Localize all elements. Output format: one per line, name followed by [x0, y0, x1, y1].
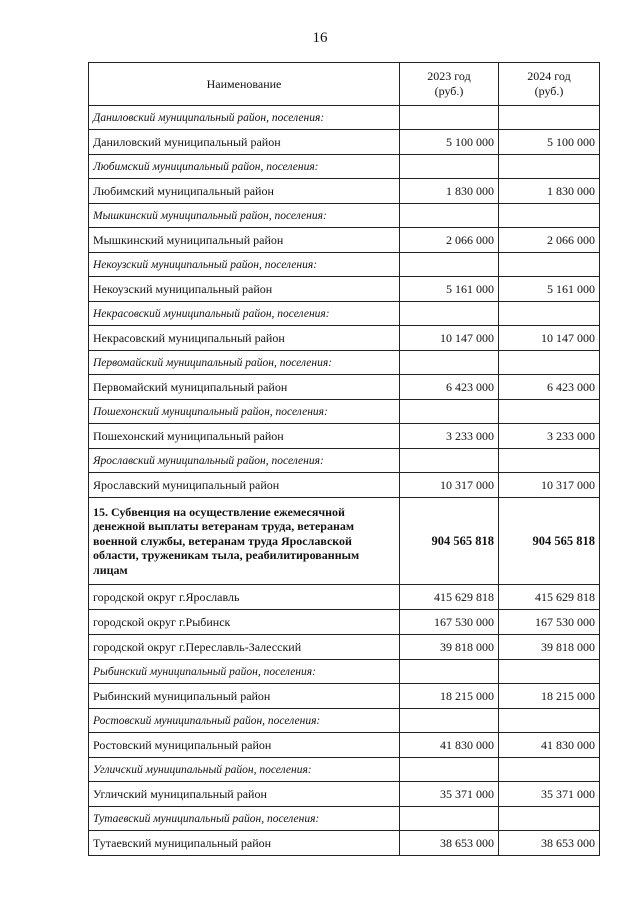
table-row	[89, 782, 600, 807]
header-2023-label: 2023 год (руб.)	[427, 69, 471, 98]
section-row	[89, 498, 600, 585]
row-name: Ростовский муниципальный район	[89, 733, 400, 758]
value-2024	[499, 660, 600, 684]
row-name: Угличский муниципальный район	[89, 782, 400, 807]
table-row	[89, 831, 600, 856]
group-row	[89, 660, 600, 684]
value-2023	[400, 155, 499, 179]
value-2023: 35 371 000	[400, 782, 499, 807]
row-name: Даниловский муниципальный район	[89, 130, 400, 155]
table-row	[89, 424, 600, 449]
value-2024	[499, 106, 600, 130]
row-name: городской округ г.Рыбинск	[89, 610, 400, 635]
value-2023: 5 161 000	[400, 277, 499, 302]
table-row	[89, 375, 600, 400]
value-2024: 167 530 000	[499, 610, 600, 635]
value-2023: 10 147 000	[400, 326, 499, 351]
group-name: Пошехонский муниципальный район, поселения:	[89, 400, 400, 424]
value-2024: 2 066 000	[499, 228, 600, 253]
group-name: Тутаевский муниципальный район, поселения:	[89, 807, 400, 831]
value-2024	[499, 155, 600, 179]
group-name: Рыбинский муниципальный район, поселения:	[89, 660, 400, 684]
table-row	[89, 326, 600, 351]
table-header-row	[89, 63, 600, 106]
table-row	[89, 277, 600, 302]
group-row	[89, 253, 600, 277]
row-name: Пошехонский муниципальный район	[89, 424, 400, 449]
value-2023	[400, 449, 499, 473]
value-2024: 10 317 000	[499, 473, 600, 498]
value-2023	[400, 204, 499, 228]
group-name: Ростовский муниципальный район, поселения:	[89, 709, 400, 733]
value-2024	[499, 709, 600, 733]
group-name: Даниловский муниципальный район, поселения:	[89, 106, 400, 130]
value-2024	[499, 302, 600, 326]
value-2024	[499, 351, 600, 375]
value-2023: 1 830 000	[400, 179, 499, 204]
value-2024: 38 653 000	[499, 831, 600, 856]
row-name: городской округ г.Переславль-Залесский	[89, 635, 400, 660]
table-row	[89, 130, 600, 155]
value-2023	[400, 351, 499, 375]
row-name: Некоузский муниципальный район	[89, 277, 400, 302]
value-2024	[499, 204, 600, 228]
value-2024: 5 100 000	[499, 130, 600, 155]
table-row	[89, 585, 600, 610]
table-row	[89, 179, 600, 204]
group-row	[89, 400, 600, 424]
value-2023: 10 317 000	[400, 473, 499, 498]
value-2023	[400, 709, 499, 733]
value-2023: 41 830 000	[400, 733, 499, 758]
header-2024	[499, 63, 600, 106]
table-row	[89, 228, 600, 253]
row-name: Первомайский муниципальный район	[89, 375, 400, 400]
group-row	[89, 758, 600, 782]
value-2024	[499, 449, 600, 473]
value-2024: 5 161 000	[499, 277, 600, 302]
value-2024: 10 147 000	[499, 326, 600, 351]
value-2024: 18 215 000	[499, 684, 600, 709]
group-name: Мышкинский муниципальный район, поселения:	[89, 204, 400, 228]
table-row	[89, 610, 600, 635]
value-2023: 39 818 000	[400, 635, 499, 660]
group-name: Ярославский муниципальный район, поселения:	[89, 449, 400, 473]
value-2023: 2 066 000	[400, 228, 499, 253]
group-row	[89, 807, 600, 831]
value-2024: 35 371 000	[499, 782, 600, 807]
value-2024: 1 830 000	[499, 179, 600, 204]
row-name: Мышкинский муниципальный район	[89, 228, 400, 253]
group-name: Некрасовский муниципальный район, поселения:	[89, 302, 400, 326]
group-row	[89, 204, 600, 228]
value-2023	[400, 660, 499, 684]
group-row	[89, 302, 600, 326]
group-row	[89, 155, 600, 179]
header-2024-label: 2024 год (руб.)	[527, 69, 571, 98]
table-row	[89, 733, 600, 758]
header-2023	[400, 63, 499, 106]
row-name: Любимский муниципальный район	[89, 179, 400, 204]
value-2023	[400, 302, 499, 326]
group-row	[89, 106, 600, 130]
group-name: Некоузский муниципальный район, поселения:	[89, 253, 400, 277]
value-2023: 904 565 818	[400, 498, 499, 585]
row-name: 15. Субвенция на осуществление ежемесячной денежной выплаты ветеранам труда, ветеранам военной службы, ветеранам труда Ярославской области, труженикам тыла, реабилитированным лицам	[89, 498, 400, 585]
value-2024: 3 233 000	[499, 424, 600, 449]
group-row	[89, 351, 600, 375]
value-2023: 18 215 000	[400, 684, 499, 709]
value-2024: 41 830 000	[499, 733, 600, 758]
value-2023	[400, 758, 499, 782]
value-2023: 3 233 000	[400, 424, 499, 449]
table-body	[89, 106, 600, 856]
value-2023: 6 423 000	[400, 375, 499, 400]
group-name: Первомайский муниципальный район, поселения:	[89, 351, 400, 375]
value-2024	[499, 400, 600, 424]
value-2024: 415 629 818	[499, 585, 600, 610]
value-2024: 6 423 000	[499, 375, 600, 400]
value-2023: 5 100 000	[400, 130, 499, 155]
table-row	[89, 473, 600, 498]
value-2023: 167 530 000	[400, 610, 499, 635]
value-2024	[499, 758, 600, 782]
value-2024	[499, 807, 600, 831]
value-2023: 415 629 818	[400, 585, 499, 610]
page-number: 16	[312, 30, 328, 46]
group-name: Угличский муниципальный район, поселения:	[89, 758, 400, 782]
row-name: Ярославский муниципальный район	[89, 473, 400, 498]
group-row	[89, 449, 600, 473]
group-row	[89, 709, 600, 733]
value-2023	[400, 106, 499, 130]
row-name: Рыбинский муниципальный район	[89, 684, 400, 709]
value-2023	[400, 253, 499, 277]
value-2024: 904 565 818	[499, 498, 600, 585]
group-name: Любимский муниципальный район, поселения:	[89, 155, 400, 179]
value-2023	[400, 807, 499, 831]
value-2024: 39 818 000	[499, 635, 600, 660]
value-2023	[400, 400, 499, 424]
table-row	[89, 684, 600, 709]
value-2024	[499, 253, 600, 277]
header-name: Наименование	[89, 63, 400, 106]
table-row	[89, 635, 600, 660]
row-name: Тутаевский муниципальный район	[89, 831, 400, 856]
value-2023: 38 653 000	[400, 831, 499, 856]
budget-table	[88, 62, 600, 856]
row-name: городской округ г.Ярославль	[89, 585, 400, 610]
row-name: Некрасовский муниципальный район	[89, 326, 400, 351]
